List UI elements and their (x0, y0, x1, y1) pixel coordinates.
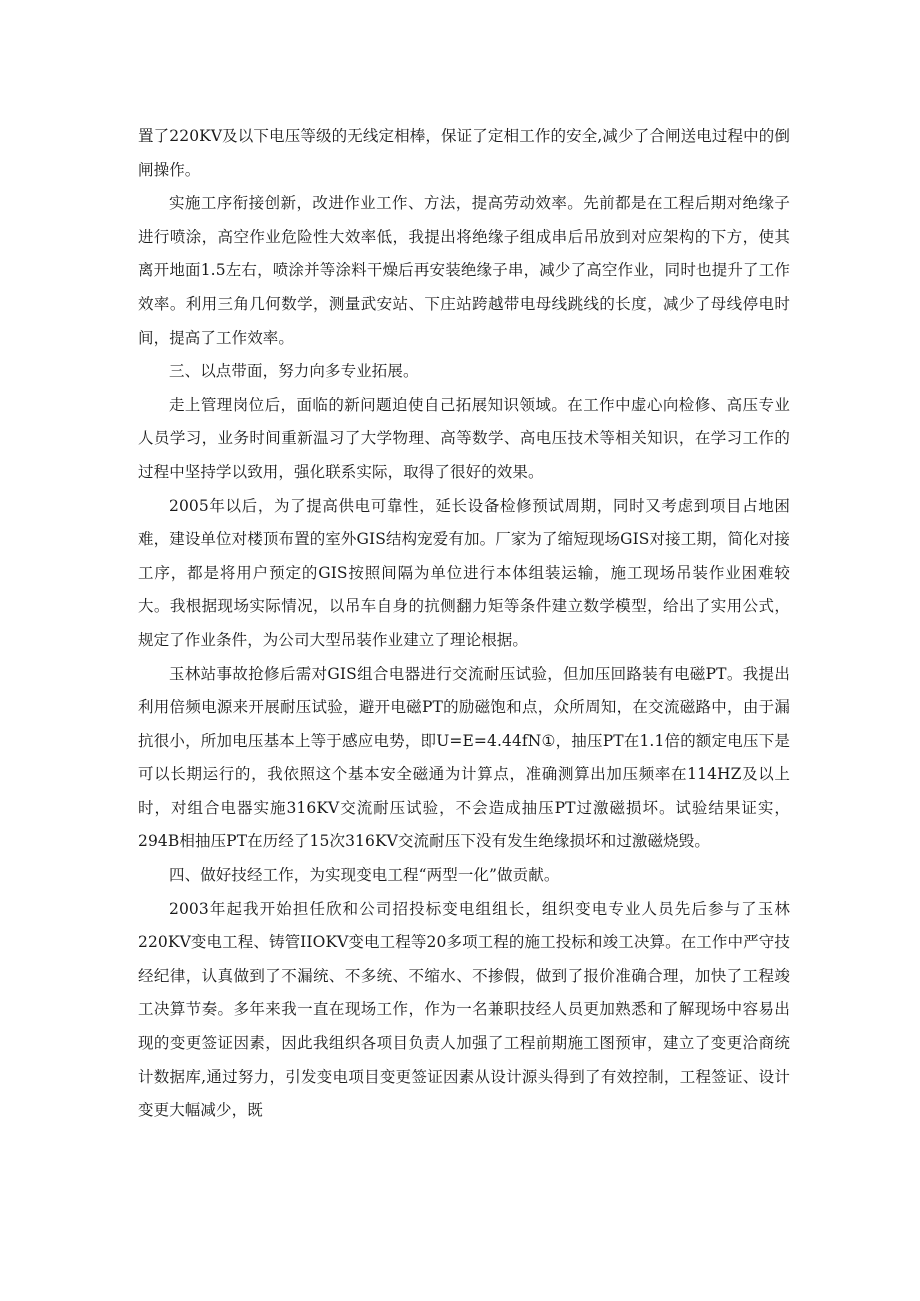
paragraph-1: 置了220KV及以下电压等级的无线定相棒，保证了定相工作的安全,减少了合闸送电过程中的倒闸操作。 (138, 127, 790, 179)
paragraph-5: 2005年以后，为了提高供电可靠性，延长设备检修预试周期，同时又考虑到项目占地困难，建设单位对楼顶布置的室外GIS结构宠爱有加。厂家为了缩短现场GIS对接工期，简化对接工序，都是将用户预定的GIS按照间隔为单位进行本体组装运输，施工现场吊装作业困难较大。我根据现场实际情况，以吊车自身的抗侧翻力矩等条件建立数学模型，给出了实用公式，规定了作业条件，为公司大型吊装作业建立了理论根据。 (138, 496, 790, 649)
document-body (138, 120, 790, 1128)
paragraph-6: 玉林站事故抢修后需对GIS组合电器进行交流耐压试验，但加压回路装有电磁PT。我提出利用倍频电源来开展耐压试验，避开电磁PT的励磁饱和点，众所周知，在交流磁路中，由于漏抗很小，所加电压基本上等于感应电势，即U=E=4.44fN①，抽压PT在1.1倍的额定电压下是可以长期运行的，我依照这个基本安全磁通为计算点，准确测算出加压频率在114HZ及以上时，对组合电器实施316KV交流耐压试验，不会造成抽压PT过激磁损坏。试验结果证实，294B相抽压PT在历经了15次316KV交流耐压下没有发生绝缘损坏和过激磁烧毁。 (138, 664, 790, 851)
section-heading-3: 三、以点带面，努力向多专业拓展。 (169, 362, 419, 381)
section-heading-4: 四、做好技经工作，为实现变电工程“两型一化”做贡献。 (169, 866, 560, 885)
paragraph-8: 2003年起我开始担任欣和公司招投标变电组组长，组织变电专业人员先后参与了玉林220KV变电工程、铸管IIOKV变电工程等20多项工程的施工投标和竣工决算。在工作中严守技经纪律，认真做到了不漏统、不多统、不缩水、不掺假，做到了报价准确合理，加快了工程竣工决算节奏。多年来我一直在现场工作，作为一名兼职技经人员更加熟悉和了解现场中容易出现的变更签证因素，因此我组织各项目负责人加强了工程前期施工图预审，建立了变更洽商统计数据库,通过努力，引发变电项目变更签证因素从设计源头得到了有效控制，工程签证、设计变更大幅减少，既 (138, 899, 790, 1120)
paragraph-2: 实施工序衔接创新，改进作业工作、方法，提高劳动效率。先前都是在工程后期对绝缘子进行喷涂，高空作业危险性大效率低，我提出将绝缘子组成串后吊放到对应架构的下方，使其离开地面1.5左右，喷涂并等涂料干燥后再安装绝缘子串，减少了高空作业，同时也提升了工作效率。利用三角几何数学，测量武安站、下庄站跨越带电母线跳线的长度，减少了母线停电时间，提高了工作效率。 (138, 194, 790, 347)
paragraph-4: 走上管理岗位后，面临的新问题迫使自己拓展知识领域。在工作中虚心向检修、高压专业人员学习，业务时间重新温习了大学物理、高等数学、高电压技术等相关知识，在学习工作的过程中坚持学以致用，强化联系实际，取得了很好的效果。 (138, 395, 790, 481)
